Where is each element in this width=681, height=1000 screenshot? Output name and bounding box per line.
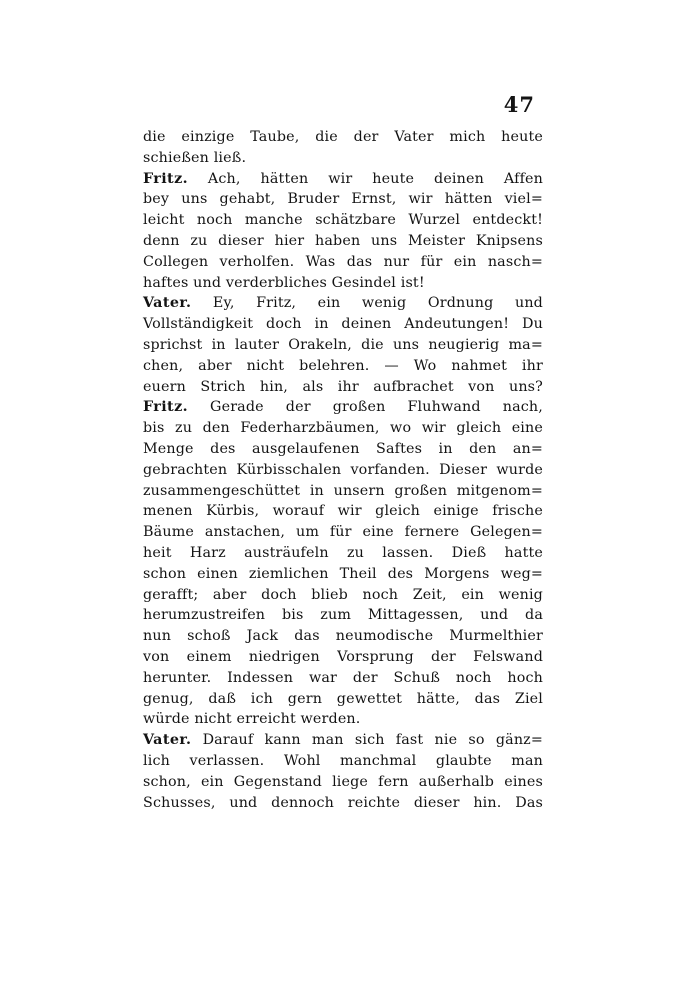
page-number: 47 [503,92,535,117]
text-line: chen, aber nicht belehren. — Wo nahmet ihr [143,357,543,374]
text-line: Vollständigkeit doch in deinen Andeutungen! Du [143,316,543,333]
text-line: nun schoß Jack das neumodische Murmelthier [143,628,543,645]
text-line: lich verlassen. Wohl manchmal glaubte man [143,752,543,769]
text-line: herunter. Indessen war der Schuß noch hoch [143,669,543,686]
text-line: schon, ein Gegenstand liege fern außerhalb eines [143,773,543,790]
text-line: bey uns gehabt, Bruder Ernst, wir hätten viel= [143,191,543,208]
text-line [143,397,543,418]
text-line: heit Harz austräufeln zu lassen. Dieß hatte [143,544,543,561]
text-line: Bäume anstachen, um für eine fernere Gelegen= [143,524,543,541]
text-line [143,293,543,314]
text-line: sprichst in lauter Orakeln, die uns neugierig ma= [143,336,543,353]
line-text: Ey, Fritz, ein wenig Ordnung und [212,295,543,312]
text-line: euern Strich hin, als ihr aufbrachet von uns? [143,378,543,395]
text-line: würde nicht erreicht werden. [143,711,361,728]
paragraph-fritz [143,397,543,730]
text-line: genug, daß ich gern gewettet hätte, das Ziel [143,690,543,707]
text-line: leicht noch manche schätzbare Wurzel entdeckt! [143,212,543,229]
line-text: Ach, hätten wir heute deinen Affen [207,170,543,187]
text-line: zusammengeschüttet in unsern großen mitgenom= [143,482,543,499]
text-line [143,169,543,190]
paragraph-vater [143,730,543,813]
text-line: denn zu dieser hier haben uns Meister Knipsens [143,232,543,249]
text-line: von einem niedrigen Vorsprung der Felswand [143,648,543,665]
paragraph-continuation [143,127,543,169]
text-line [143,730,543,751]
text-line: Collegen verholfen. Was das nur für ein nasch= [143,253,543,270]
text-line: Schusses, und dennoch reichte dieser hin. Das [143,794,543,811]
line-text: Darauf kann man sich fast nie so gänz= [202,732,543,749]
speaker-name: Vater. [143,732,192,749]
text-line: Menge des ausgelaufenen Saftes in den an= [143,440,543,457]
text-line: die einzige Taube, die der Vater mich heute [143,129,543,145]
paragraph-fritz [143,169,543,294]
text-line: gebrachten Kürbisschalen vorfanden. Dieser wurde [143,461,543,478]
body-text [143,127,543,813]
text-line: schießen ließ. [143,149,247,166]
text-line: menen Kürbis, worauf wir gleich einige frische [143,503,543,520]
text-line: gerafft; aber doch blieb noch Zeit, ein wenig [143,586,543,603]
text-line: schon einen ziemlichen Theil des Morgens weg= [143,565,543,582]
text-line: haftes und verderbliches Gesindel ist! [143,274,425,291]
speaker-name: Fritz. [143,399,188,416]
paragraph-vater [143,293,543,397]
text-line: bis zu den Federharzbäumen, wo wir gleich eine [143,420,543,437]
text-line: herumzustreifen bis zum Mittagessen, und da [143,607,543,624]
line-text: Gerade der großen Fluhwand nach, [210,399,543,416]
speaker-name: Vater. [143,295,192,312]
speaker-name: Fritz. [143,170,188,187]
